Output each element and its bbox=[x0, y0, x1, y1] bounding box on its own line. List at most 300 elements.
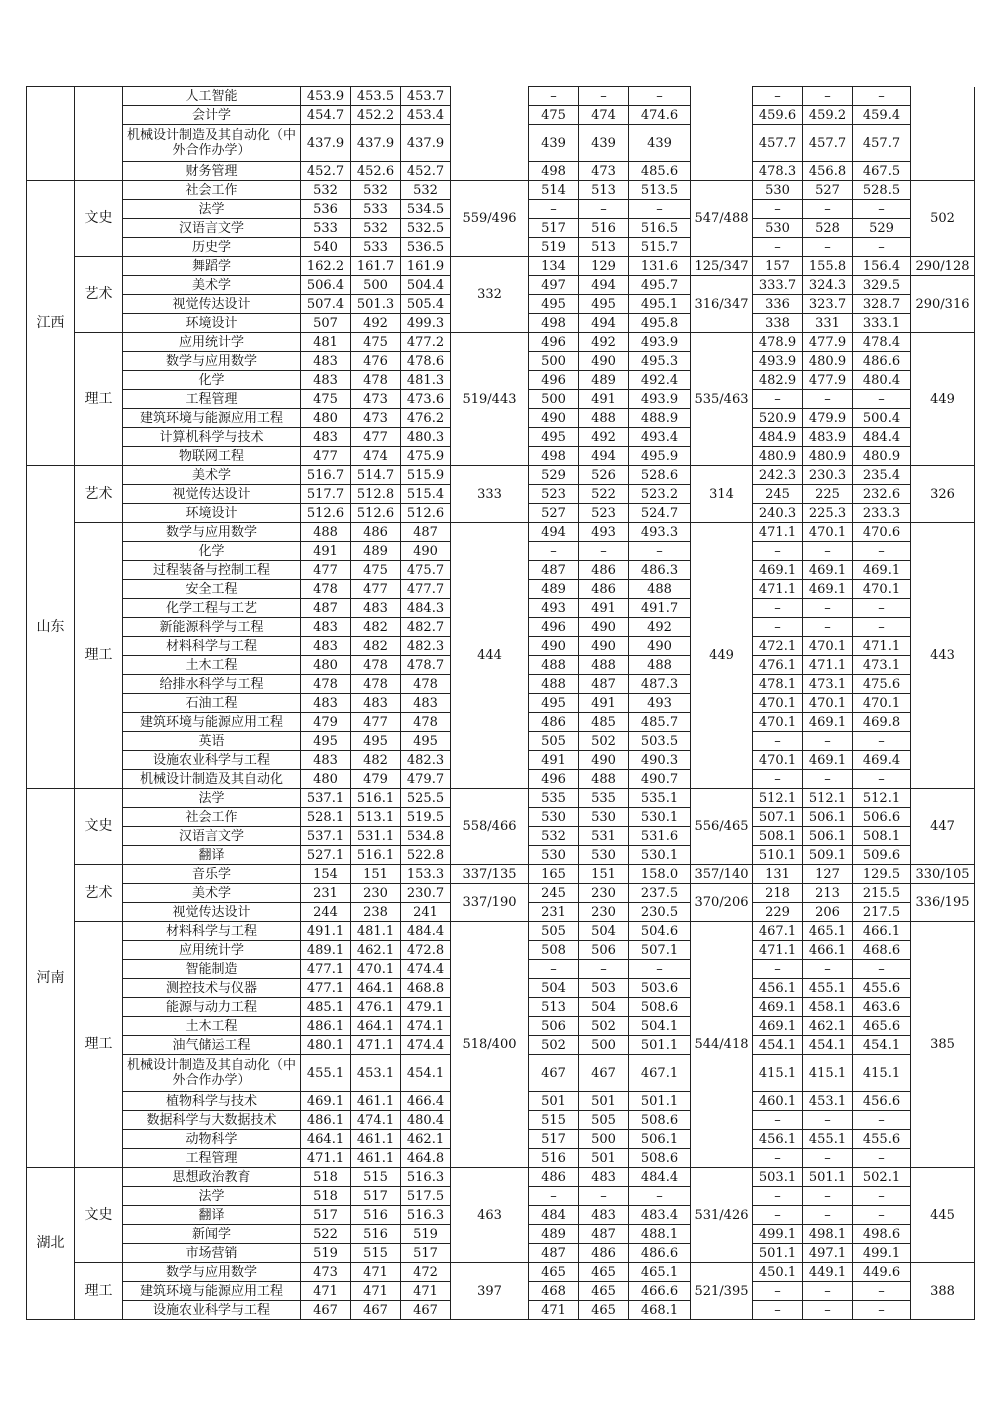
score-2020-min: 465 bbox=[579, 1263, 629, 1282]
score-2020-avg: 503.6 bbox=[629, 979, 691, 998]
score-2021-min: 462.1 bbox=[351, 941, 401, 960]
major-name: 机械设计制造及其自动化 bbox=[123, 770, 301, 789]
score-2021-min: 512.8 bbox=[351, 485, 401, 504]
score-2021-avg: 534.8 bbox=[401, 827, 451, 846]
major-name: 翻译 bbox=[123, 846, 301, 865]
score-2020-avg: 493.9 bbox=[629, 390, 691, 409]
major-name: 应用统计学 bbox=[123, 333, 301, 352]
score-2021-min: 516.1 bbox=[351, 846, 401, 865]
score-2019-max: 415.1 bbox=[753, 1055, 803, 1092]
score-2020-avg: 508.6 bbox=[629, 1149, 691, 1168]
score-2019-min: 506.1 bbox=[803, 808, 853, 827]
score-2021-max: 532 bbox=[301, 181, 351, 200]
score-2019-max: – bbox=[753, 200, 803, 219]
score-2019-min: 501.1 bbox=[803, 1168, 853, 1187]
score-2021-max: 517.7 bbox=[301, 485, 351, 504]
province-cell: 湖北 bbox=[27, 1168, 75, 1320]
score-2019-max: 471.1 bbox=[753, 941, 803, 960]
score-2021-min: 533 bbox=[351, 238, 401, 257]
control-line-2021: 337/190 bbox=[451, 884, 529, 922]
score-2020-avg: 485.6 bbox=[629, 162, 691, 181]
score-2019-avg: 455.6 bbox=[853, 1130, 911, 1149]
score-2021-avg: 525.5 bbox=[401, 789, 451, 808]
score-2019-avg: 528.5 bbox=[853, 181, 911, 200]
score-2020-min: 501 bbox=[579, 1149, 629, 1168]
major-name: 会计学 bbox=[123, 106, 301, 125]
score-2021-max: 517 bbox=[301, 1206, 351, 1225]
major-name: 机械设计制造及其自动化（中外合作办学） bbox=[123, 1055, 301, 1092]
major-name: 美术学 bbox=[123, 466, 301, 485]
major-name: 设施农业科学与工程 bbox=[123, 1301, 301, 1320]
score-2019-min: 449.1 bbox=[803, 1263, 853, 1282]
score-2021-avg: 487 bbox=[401, 523, 451, 542]
control-line-2019: 388 bbox=[911, 1263, 975, 1320]
score-2020-min: – bbox=[579, 87, 629, 106]
score-2021-min: 475 bbox=[351, 333, 401, 352]
score-2020-avg: – bbox=[629, 1187, 691, 1206]
major-name: 美术学 bbox=[123, 884, 301, 903]
score-2019-max: – bbox=[753, 1301, 803, 1320]
score-2019-avg: 415.1 bbox=[853, 1055, 911, 1092]
score-2019-avg: – bbox=[853, 238, 911, 257]
score-2021-min: 516 bbox=[351, 1206, 401, 1225]
score-2019-max: 480.9 bbox=[753, 447, 803, 466]
score-2021-avg: 495 bbox=[401, 732, 451, 751]
control-line-2020: 125/347 bbox=[691, 257, 753, 276]
score-2019-avg: – bbox=[853, 618, 911, 637]
score-2020-min: 467 bbox=[579, 1055, 629, 1092]
score-2019-max: – bbox=[753, 618, 803, 637]
score-2020-max: 465 bbox=[529, 1263, 579, 1282]
score-2019-avg: 512.1 bbox=[853, 789, 911, 808]
score-2019-avg: 456.6 bbox=[853, 1092, 911, 1111]
score-2021-max: 464.1 bbox=[301, 1130, 351, 1149]
major-name: 数学与应用数学 bbox=[123, 352, 301, 371]
score-2021-max: 454.7 bbox=[301, 106, 351, 125]
score-2020-min: 490 bbox=[579, 618, 629, 637]
score-2019-avg: 508.1 bbox=[853, 827, 911, 846]
score-2019-min: 466.1 bbox=[803, 941, 853, 960]
major-name: 历史学 bbox=[123, 238, 301, 257]
control-line-2021: 518/400 bbox=[451, 922, 529, 1168]
score-2020-min: 531 bbox=[579, 827, 629, 846]
score-2021-min: 461.1 bbox=[351, 1149, 401, 1168]
major-name: 工程管理 bbox=[123, 1149, 301, 1168]
major-name: 环境设计 bbox=[123, 314, 301, 333]
score-2021-avg: 483 bbox=[401, 694, 451, 713]
score-2019-max: 218 bbox=[753, 884, 803, 903]
score-2019-avg: 328.7 bbox=[853, 295, 911, 314]
major-name: 化学 bbox=[123, 542, 301, 561]
score-2020-max: 490 bbox=[529, 409, 579, 428]
score-2021-min: 452.2 bbox=[351, 106, 401, 125]
admission-score-table bbox=[26, 86, 975, 1320]
score-2019-min: 127 bbox=[803, 865, 853, 884]
score-2021-avg: 474.4 bbox=[401, 1036, 451, 1055]
score-2019-avg: 473.1 bbox=[853, 656, 911, 675]
score-2019-max: 460.1 bbox=[753, 1092, 803, 1111]
score-2021-avg: 472.8 bbox=[401, 941, 451, 960]
table-row bbox=[27, 1263, 975, 1282]
score-2019-avg: 470.6 bbox=[853, 523, 911, 542]
score-2019-max: 157 bbox=[753, 257, 803, 276]
score-2020-max: 527 bbox=[529, 504, 579, 523]
major-name: 设施农业科学与工程 bbox=[123, 751, 301, 770]
score-2020-max: 487 bbox=[529, 561, 579, 580]
score-2021-max: 452.7 bbox=[301, 162, 351, 181]
score-2019-max: – bbox=[753, 732, 803, 751]
score-2019-avg: 470.1 bbox=[853, 580, 911, 599]
score-2019-avg: 156.4 bbox=[853, 257, 911, 276]
score-2021-avg: 477.2 bbox=[401, 333, 451, 352]
score-2020-max: 505 bbox=[529, 732, 579, 751]
score-2021-min: 478 bbox=[351, 656, 401, 675]
score-2021-avg: 517 bbox=[401, 1244, 451, 1263]
score-2019-max: 510.1 bbox=[753, 846, 803, 865]
score-2019-max: – bbox=[753, 542, 803, 561]
score-2021-min: 453.1 bbox=[351, 1055, 401, 1092]
score-2020-avg: 468.1 bbox=[629, 1301, 691, 1320]
score-2020-max: 502 bbox=[529, 1036, 579, 1055]
score-2021-min: 512.6 bbox=[351, 504, 401, 523]
major-name: 数学与应用数学 bbox=[123, 523, 301, 542]
score-2019-avg: 463.6 bbox=[853, 998, 911, 1017]
score-2019-min: 155.8 bbox=[803, 257, 853, 276]
score-2021-avg: 464.8 bbox=[401, 1149, 451, 1168]
score-2020-avg: – bbox=[629, 200, 691, 219]
score-2019-min: 453.1 bbox=[803, 1092, 853, 1111]
score-2019-min: 470.1 bbox=[803, 523, 853, 542]
score-2019-max: 240.3 bbox=[753, 504, 803, 523]
score-2019-min: – bbox=[803, 87, 853, 106]
score-2021-avg: 437.9 bbox=[401, 125, 451, 162]
table-row bbox=[27, 789, 975, 808]
score-2019-min: 324.3 bbox=[803, 276, 853, 295]
score-2019-max: 530 bbox=[753, 219, 803, 238]
control-line-2021: 397 bbox=[451, 1263, 529, 1320]
score-2021-min: 161.7 bbox=[351, 257, 401, 276]
score-2020-max: 505 bbox=[529, 922, 579, 941]
score-2020-avg: 465.1 bbox=[629, 1263, 691, 1282]
control-line-2019: 330/105 bbox=[911, 865, 975, 884]
control-line-2021: 558/466 bbox=[451, 789, 529, 865]
category-cell: 理工 bbox=[75, 333, 123, 466]
score-2020-min: 492 bbox=[579, 428, 629, 447]
score-2020-avg: 535.1 bbox=[629, 789, 691, 808]
score-2020-avg: 490.7 bbox=[629, 770, 691, 789]
score-2021-min: 473 bbox=[351, 390, 401, 409]
score-2019-max: – bbox=[753, 770, 803, 789]
score-2020-max: 496 bbox=[529, 371, 579, 390]
score-2019-min: 479.9 bbox=[803, 409, 853, 428]
score-2020-max: 516 bbox=[529, 1149, 579, 1168]
score-2019-max: 242.3 bbox=[753, 466, 803, 485]
score-2021-avg: 482.3 bbox=[401, 637, 451, 656]
score-2019-max: – bbox=[753, 960, 803, 979]
score-2021-min: 230 bbox=[351, 884, 401, 903]
score-2019-min: 498.1 bbox=[803, 1225, 853, 1244]
score-2019-max: 469.1 bbox=[753, 561, 803, 580]
category-cell: 艺术 bbox=[75, 466, 123, 523]
score-2021-max: 485.1 bbox=[301, 998, 351, 1017]
score-2021-avg: 462.1 bbox=[401, 1130, 451, 1149]
score-2019-avg: 233.3 bbox=[853, 504, 911, 523]
score-2021-max: 244 bbox=[301, 903, 351, 922]
score-2019-avg: – bbox=[853, 599, 911, 618]
score-2020-max: 489 bbox=[529, 1225, 579, 1244]
score-2020-avg: 507.1 bbox=[629, 941, 691, 960]
score-2019-min: – bbox=[803, 960, 853, 979]
score-2020-avg: 495.8 bbox=[629, 314, 691, 333]
score-2019-max: 471.1 bbox=[753, 580, 803, 599]
score-2020-avg: 486.3 bbox=[629, 561, 691, 580]
score-2020-max: 496 bbox=[529, 333, 579, 352]
score-2021-min: 238 bbox=[351, 903, 401, 922]
major-name: 法学 bbox=[123, 1187, 301, 1206]
score-2020-avg: 492.4 bbox=[629, 371, 691, 390]
score-2019-min: 477.9 bbox=[803, 371, 853, 390]
score-2020-avg: 516.5 bbox=[629, 219, 691, 238]
score-2020-max: 496 bbox=[529, 770, 579, 789]
category-cell: 艺术 bbox=[75, 865, 123, 922]
major-name: 化学 bbox=[123, 371, 301, 390]
score-2020-avg: 524.7 bbox=[629, 504, 691, 523]
score-2020-max: 489 bbox=[529, 580, 579, 599]
score-2019-avg: 480.9 bbox=[853, 447, 911, 466]
major-name: 人工智能 bbox=[123, 87, 301, 106]
score-2019-max: 470.1 bbox=[753, 751, 803, 770]
major-name: 机械设计制造及其自动化（中外合作办学） bbox=[123, 125, 301, 162]
score-2019-avg: 215.5 bbox=[853, 884, 911, 903]
score-2019-min: 454.1 bbox=[803, 1036, 853, 1055]
score-2019-avg: 500.4 bbox=[853, 409, 911, 428]
score-2021-avg: 472 bbox=[401, 1263, 451, 1282]
control-line-2021: 337/135 bbox=[451, 865, 529, 884]
score-2019-max: 450.1 bbox=[753, 1263, 803, 1282]
score-2021-min: 516.1 bbox=[351, 789, 401, 808]
score-2020-max: – bbox=[529, 542, 579, 561]
major-name: 数据科学与大数据技术 bbox=[123, 1111, 301, 1130]
major-name: 视觉传达设计 bbox=[123, 295, 301, 314]
control-line-2020: 556/465 bbox=[691, 789, 753, 865]
score-2021-max: 162.2 bbox=[301, 257, 351, 276]
score-2021-max: 483 bbox=[301, 371, 351, 390]
score-2021-max: 479 bbox=[301, 713, 351, 732]
table-row bbox=[27, 87, 975, 106]
score-2019-avg: 457.7 bbox=[853, 125, 911, 162]
score-2021-max: 537.1 bbox=[301, 827, 351, 846]
score-2021-max: 477 bbox=[301, 561, 351, 580]
score-2021-max: 154 bbox=[301, 865, 351, 884]
score-2020-min: 500 bbox=[579, 1130, 629, 1149]
score-2020-min: 522 bbox=[579, 485, 629, 504]
score-2020-min: 494 bbox=[579, 447, 629, 466]
score-2020-avg: 492 bbox=[629, 618, 691, 637]
score-2021-max: 483 bbox=[301, 751, 351, 770]
score-2021-max: 507 bbox=[301, 314, 351, 333]
score-2019-min: 465.1 bbox=[803, 922, 853, 941]
score-2020-min: 502 bbox=[579, 1017, 629, 1036]
score-2020-avg: 523.2 bbox=[629, 485, 691, 504]
score-2020-avg: 495.3 bbox=[629, 352, 691, 371]
score-2020-min: 488 bbox=[579, 409, 629, 428]
control-line-2021: 332 bbox=[451, 257, 529, 333]
score-2020-avg: 486.6 bbox=[629, 1244, 691, 1263]
control-line-2020: 535/463 bbox=[691, 333, 753, 466]
score-2021-avg: 478.7 bbox=[401, 656, 451, 675]
score-2019-min: 455.1 bbox=[803, 979, 853, 998]
score-table-body bbox=[27, 87, 975, 1320]
score-2021-min: 461.1 bbox=[351, 1092, 401, 1111]
score-2019-max: 476.1 bbox=[753, 656, 803, 675]
score-2021-max: 480 bbox=[301, 656, 351, 675]
score-2021-min: 474 bbox=[351, 447, 401, 466]
score-2019-min: 323.7 bbox=[803, 295, 853, 314]
score-2021-avg: 534.5 bbox=[401, 200, 451, 219]
score-2021-max: 469.1 bbox=[301, 1092, 351, 1111]
score-2021-min: 486 bbox=[351, 523, 401, 542]
score-2020-min: 504 bbox=[579, 922, 629, 941]
score-2020-max: 488 bbox=[529, 656, 579, 675]
score-2021-max: 231 bbox=[301, 884, 351, 903]
score-2021-avg: 490 bbox=[401, 542, 451, 561]
score-2021-max: 483 bbox=[301, 352, 351, 371]
control-line-2019: 290/316 bbox=[911, 276, 975, 333]
province-cell: 河南 bbox=[27, 789, 75, 1168]
score-2019-avg: 465.6 bbox=[853, 1017, 911, 1036]
major-name: 建筑环境与能源应用工程 bbox=[123, 713, 301, 732]
score-2019-avg: – bbox=[853, 390, 911, 409]
score-2020-min: 503 bbox=[579, 979, 629, 998]
score-2019-max: 520.9 bbox=[753, 409, 803, 428]
score-2021-min: 517 bbox=[351, 1187, 401, 1206]
score-2020-max: 495 bbox=[529, 694, 579, 713]
score-2021-avg: 467 bbox=[401, 1301, 451, 1320]
table-row bbox=[27, 257, 975, 276]
score-2019-max: – bbox=[753, 87, 803, 106]
control-line-2020: 449 bbox=[691, 523, 753, 789]
major-name: 法学 bbox=[123, 789, 301, 808]
score-2020-max: 134 bbox=[529, 257, 579, 276]
score-2020-max: 497 bbox=[529, 276, 579, 295]
score-2019-avg: 449.6 bbox=[853, 1263, 911, 1282]
score-2020-max: 439 bbox=[529, 125, 579, 162]
score-2020-max: 490 bbox=[529, 637, 579, 656]
major-name: 应用统计学 bbox=[123, 941, 301, 960]
score-2020-min: 230 bbox=[579, 903, 629, 922]
score-2021-max: 486.1 bbox=[301, 1111, 351, 1130]
score-2020-min: 492 bbox=[579, 333, 629, 352]
score-2021-min: 513.1 bbox=[351, 808, 401, 827]
score-2021-min: 473 bbox=[351, 409, 401, 428]
score-2021-max: 540 bbox=[301, 238, 351, 257]
score-2019-min: 480.9 bbox=[803, 447, 853, 466]
score-2019-max: – bbox=[753, 599, 803, 618]
score-2019-avg: – bbox=[853, 770, 911, 789]
score-2021-avg: 481.3 bbox=[401, 371, 451, 390]
score-2020-min: 483 bbox=[579, 1206, 629, 1225]
score-2021-avg: 480.3 bbox=[401, 428, 451, 447]
score-2021-avg: 517.5 bbox=[401, 1187, 451, 1206]
score-2020-min: 230 bbox=[579, 884, 629, 903]
score-2019-avg: 470.1 bbox=[853, 694, 911, 713]
score-2021-max: 487 bbox=[301, 599, 351, 618]
table-row bbox=[27, 523, 975, 542]
major-name: 土木工程 bbox=[123, 1017, 301, 1036]
score-2019-avg: 333.1 bbox=[853, 314, 911, 333]
score-2020-avg: 488.1 bbox=[629, 1225, 691, 1244]
score-2021-max: 483 bbox=[301, 637, 351, 656]
score-2019-avg: – bbox=[853, 200, 911, 219]
score-2020-max: 231 bbox=[529, 903, 579, 922]
score-2020-max: 535 bbox=[529, 789, 579, 808]
score-2019-max: 478.3 bbox=[753, 162, 803, 181]
score-2021-min: 476 bbox=[351, 352, 401, 371]
score-2020-min: 516 bbox=[579, 219, 629, 238]
score-2021-avg: 484.3 bbox=[401, 599, 451, 618]
score-2019-min: 483.9 bbox=[803, 428, 853, 447]
score-2021-min: 471.1 bbox=[351, 1036, 401, 1055]
score-2021-avg: 230.7 bbox=[401, 884, 451, 903]
score-2020-avg: 488 bbox=[629, 656, 691, 675]
score-2021-min: 151 bbox=[351, 865, 401, 884]
major-name: 环境设计 bbox=[123, 504, 301, 523]
score-2020-avg: 490 bbox=[629, 637, 691, 656]
score-2019-min: 469.1 bbox=[803, 561, 853, 580]
score-2019-min: – bbox=[803, 732, 853, 751]
score-2020-max: – bbox=[529, 200, 579, 219]
score-2020-avg: 474.6 bbox=[629, 106, 691, 125]
score-2019-max: 530 bbox=[753, 181, 803, 200]
score-2019-avg: 217.5 bbox=[853, 903, 911, 922]
score-2020-max: 245 bbox=[529, 884, 579, 903]
score-2021-avg: 479.7 bbox=[401, 770, 451, 789]
score-2021-avg: 519.5 bbox=[401, 808, 451, 827]
score-2021-avg: 454.1 bbox=[401, 1055, 451, 1092]
control-line-2021: 444 bbox=[451, 523, 529, 789]
score-2021-avg: 522.8 bbox=[401, 846, 451, 865]
score-2020-avg: 501.1 bbox=[629, 1092, 691, 1111]
score-2021-min: 477 bbox=[351, 428, 401, 447]
category-cell: 艺术 bbox=[75, 257, 123, 333]
score-2021-min: 478 bbox=[351, 675, 401, 694]
control-line-2020: 531/426 bbox=[691, 1168, 753, 1263]
score-2020-max: 475 bbox=[529, 106, 579, 125]
score-2019-max: 470.1 bbox=[753, 713, 803, 732]
score-2019-max: 512.1 bbox=[753, 789, 803, 808]
score-2021-max: 489.1 bbox=[301, 941, 351, 960]
table-row bbox=[27, 865, 975, 884]
table-row bbox=[27, 884, 975, 903]
score-2021-max: 471.1 bbox=[301, 1149, 351, 1168]
major-name: 社会工作 bbox=[123, 808, 301, 827]
score-2020-max: 530 bbox=[529, 846, 579, 865]
score-2020-max: – bbox=[529, 1187, 579, 1206]
score-2019-min: 473.1 bbox=[803, 675, 853, 694]
score-2019-min: – bbox=[803, 238, 853, 257]
score-2019-max: 454.1 bbox=[753, 1036, 803, 1055]
category-cell: 理工 bbox=[75, 922, 123, 1168]
score-2021-min: 533 bbox=[351, 200, 401, 219]
score-2021-max: 506.4 bbox=[301, 276, 351, 295]
score-2021-avg: 482.7 bbox=[401, 618, 451, 637]
score-2021-max: 475 bbox=[301, 390, 351, 409]
score-2021-min: 478 bbox=[351, 371, 401, 390]
score-2019-max: 131 bbox=[753, 865, 803, 884]
score-2020-avg: 484.4 bbox=[629, 1168, 691, 1187]
score-2020-min: 490 bbox=[579, 751, 629, 770]
score-2020-max: – bbox=[529, 960, 579, 979]
